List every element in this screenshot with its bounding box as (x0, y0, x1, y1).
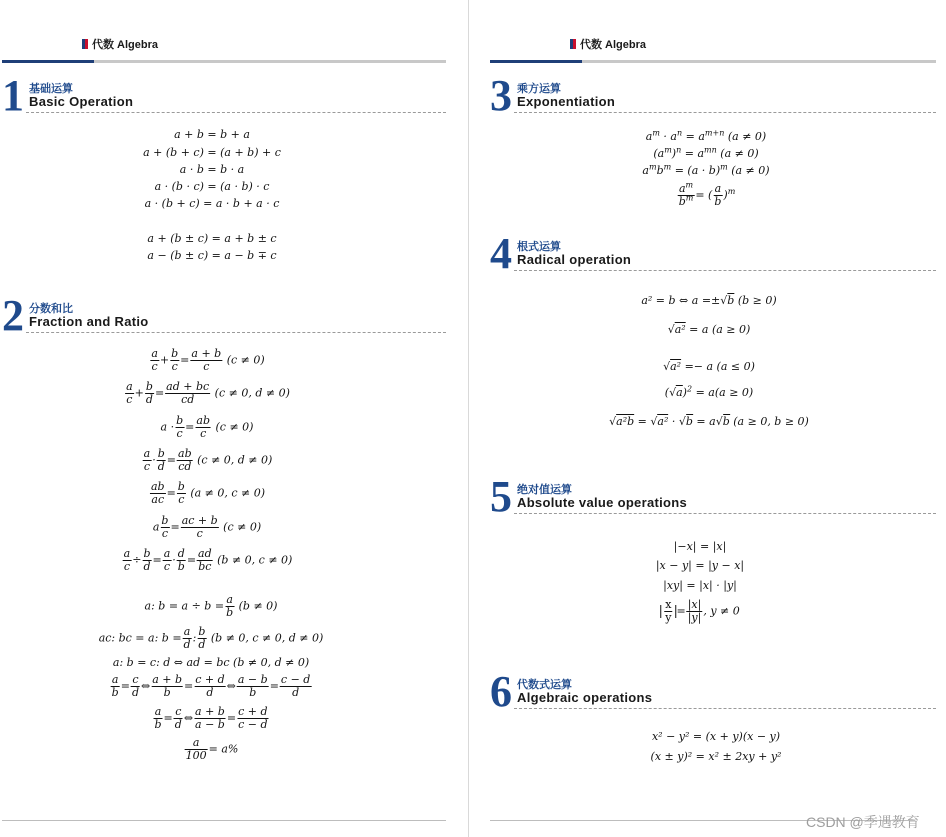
section-number: 2 (2, 291, 24, 340)
section-title-zh: 乘方运算 (517, 83, 561, 95)
header-rule (2, 60, 446, 63)
right-page (469, 0, 946, 837)
section-divider (26, 112, 446, 113)
section-title-en: Exponentiation (517, 94, 616, 109)
section-title-en: Basic Operation (29, 94, 134, 109)
formula: $\frac{a}{100}$ = a% (185, 736, 239, 762)
formula: a + b = b + a (174, 128, 250, 141)
section-title-en: Absolute value operations (517, 495, 688, 510)
section-title-zh: 绝对值运算 (517, 484, 572, 496)
watermark: CSDN @季遇教育 (806, 814, 920, 830)
formula: a · $\frac{b}{c}$ = $\frac{ab}{c}$ (c ≠ 0) (160, 414, 254, 440)
section-divider (514, 112, 936, 113)
footer-rule (2, 820, 446, 821)
formula: $\frac{a}{b}$ = $\frac{c}{d}$ ⇔ $\frac{a + b}{a - b}$ = $\frac{c + d}{c - d}$ (154, 705, 268, 731)
header-rule (490, 60, 936, 63)
formula: $\frac{a}{c}$ · $\frac{b}{d}$ = $\frac{ab}{cd}$ (c ≠ 0, d ≠ 0) (143, 447, 273, 473)
section-number: 4 (490, 229, 512, 278)
section-title-zh: 分数和比 (29, 303, 73, 315)
section-divider (514, 270, 936, 271)
flag-icon (570, 39, 576, 49)
formula: a² = b ⇔ a =±√b (b ≥ 0) (641, 294, 777, 307)
section-divider (26, 332, 446, 333)
formula: $a^m \cdot a^n = a^{m+n}$ (a ≠ 0) (645, 128, 767, 143)
formula: $\frac{x}{y}$ = $\frac{|x|}{|y|}$ , y ≠ 0 (660, 599, 740, 624)
section-divider (514, 513, 936, 514)
formula: a · (b + c) = a · b + a · c (144, 197, 280, 210)
formula: $\frac{a}{b}$ = $\frac{c}{d}$ ⇔ $\frac{a + b}{b}$ = $\frac{c + d}{d}$ ⇔ $\frac{a - b}{b}$ = $\frac{c - d}{d}$ (111, 673, 311, 699)
formula: √a²b = √a² · √b = a√b (a ≥ 0, b ≥ 0) (609, 415, 809, 428)
section-title-en: Radical operation (517, 252, 632, 267)
formula: |−x| = |x| (673, 540, 727, 553)
page-header: 代数 Algebra (570, 36, 646, 52)
formula: a · b = b · a (179, 163, 245, 176)
formula: ac: bc = a: b = $\frac{a}{d}$ : $\frac{b}{d}$ (b ≠ 0, c ≠ 0, d ≠ 0) (98, 625, 324, 651)
section-number: 5 (490, 472, 512, 521)
formula: a: b = a ÷ b = $\frac{a}{b}$ (b ≠ 0) (144, 593, 278, 619)
section-number: 1 (2, 71, 24, 120)
section-title-zh: 基础运算 (29, 83, 73, 95)
formula: |x − y| = |y − x| (655, 559, 745, 572)
formula: a · (b · c) = (a · b) · c (154, 180, 270, 193)
formula: a + (b + c) = (a + b) + c (143, 146, 281, 159)
page-header: 代数 Algebra (82, 36, 158, 52)
section-divider (514, 708, 936, 709)
section-title-en: Algebraic operations (517, 690, 653, 705)
formula: $\frac{a}{c}$ + $\frac{b}{c}$ = $\frac{a + b}{c}$ (c ≠ 0) (151, 347, 265, 373)
left-page (0, 0, 468, 837)
formula: $a^mb^m = (a \cdot b)^m$ (a ≠ 0) (642, 162, 770, 177)
flag-icon (82, 39, 88, 49)
formula: a: b = c: d ⇔ ad = bc (b ≠ 0, d ≠ 0) (112, 656, 310, 669)
formula: $(a^m)^n = a^{mn}$ (a ≠ 0) (653, 145, 759, 160)
section-title-zh: 根式运算 (517, 241, 561, 253)
section-number: 6 (490, 667, 512, 716)
formula: |xy| = |x| · |y| (663, 579, 737, 592)
formula: x² − y² = (x + y)(x − y) (651, 730, 781, 743)
formula: $(√a)^2 = a(a \ge 0)$ (664, 384, 754, 399)
section-title-zh: 代数式运算 (517, 679, 572, 691)
formula: a $\frac{b}{c}$ = $\frac{ac + b}{c}$ (c ≠ 0) (152, 514, 262, 540)
section-number: 3 (490, 71, 512, 120)
formula: √a² =− a (a ≤ 0) (663, 360, 755, 373)
formula: $\frac{ab}{ac}$ = $\frac{b}{c}$ (a ≠ 0, c ≠ 0) (150, 480, 266, 506)
section-title-en: Fraction and Ratio (29, 314, 149, 329)
formula: $\frac{a}{c}$ + $\frac{b}{d}$ = $\frac{ad + bc}{cd}$ (c ≠ 0, d ≠ 0) (126, 380, 290, 406)
formula: a − (b ± c) = a − b ∓ c (147, 249, 277, 262)
formula: $\frac{a}{c}$ ÷ $\frac{b}{d}$ = $\frac{a}{c}$ · $\frac{d}{b}$ = $\frac{ad}{bc}$ (b ≠ 0, c ≠ 0) (123, 547, 293, 573)
formula: $\frac{a^m}{b^m}$ = ( $\frac{a}{b}$ )$^m$ (678, 180, 736, 208)
formula: (x ± y)² = x² ± 2xy + y² (650, 750, 782, 763)
formula: a + (b ± c) = a + b ± c (147, 232, 277, 245)
formula: √a² = a (a ≥ 0) (667, 323, 751, 336)
